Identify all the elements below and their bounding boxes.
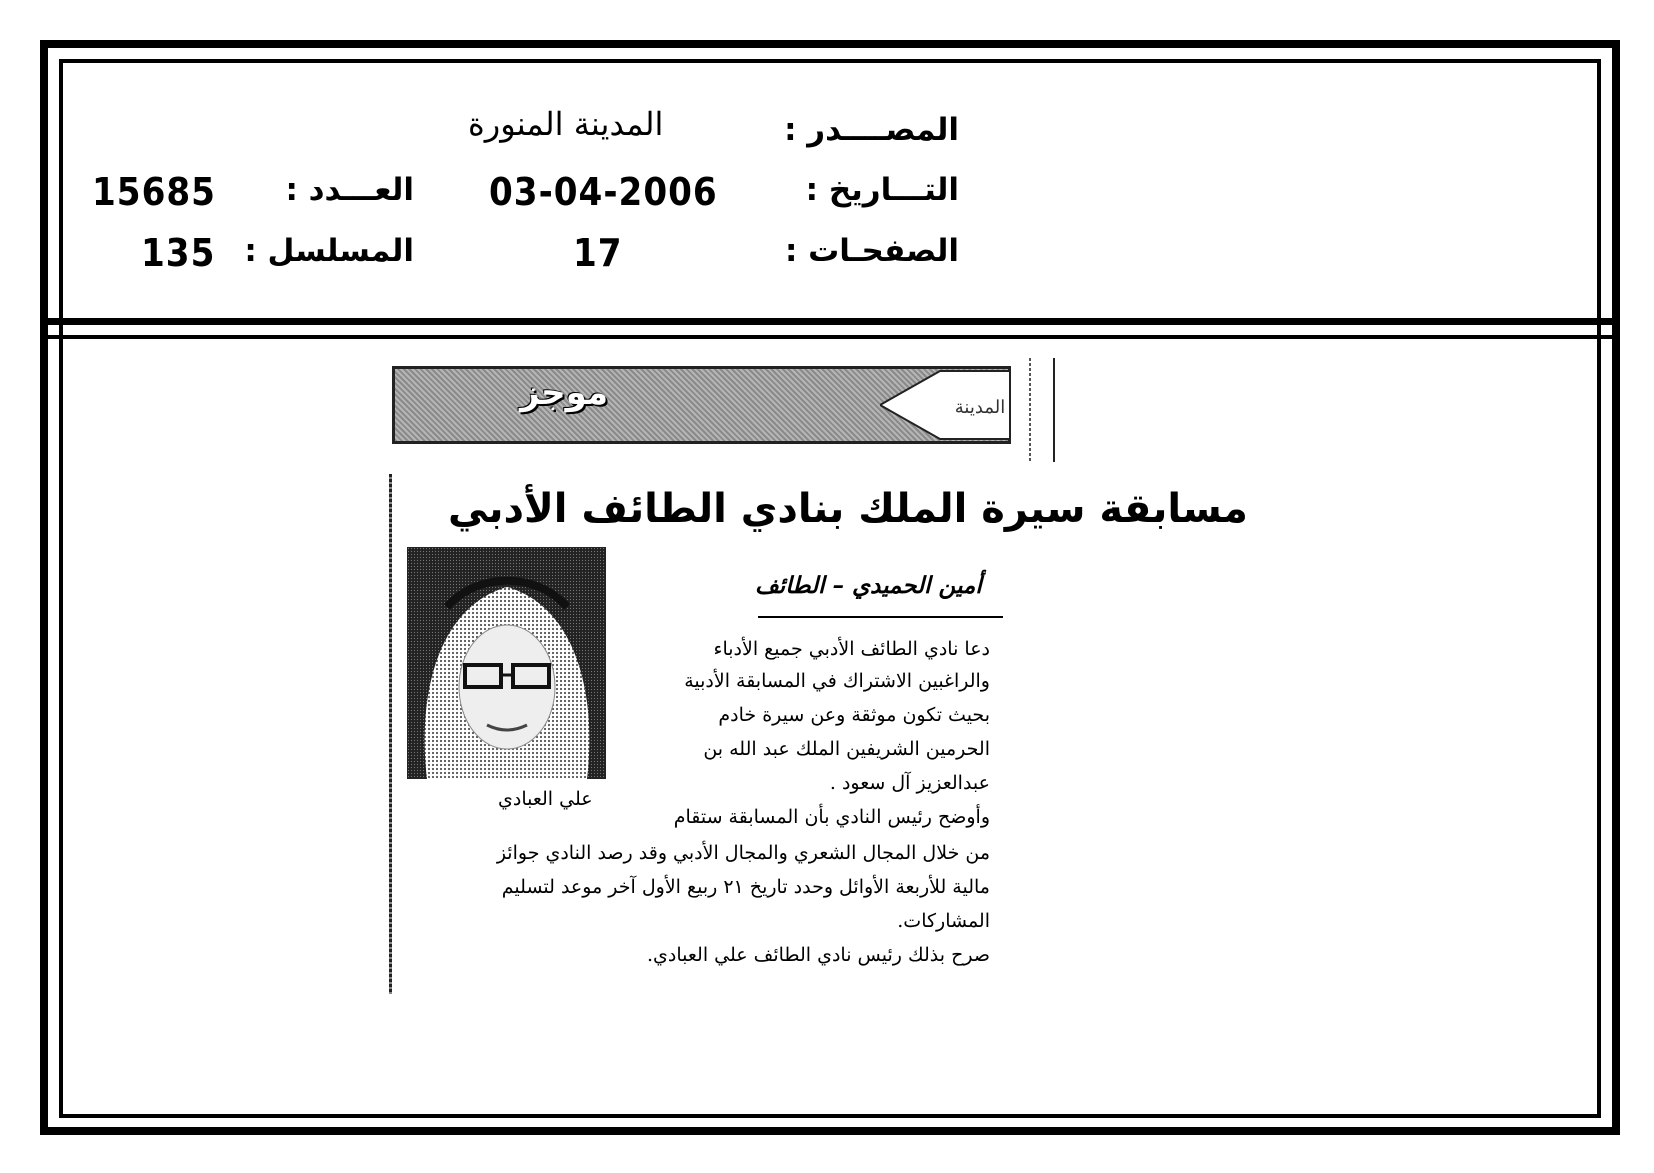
body-line: مالية للأربعة الأوائل وحدد تاريخ ٢١ ربيع الأول آخر موعد لتسليم — [501, 876, 990, 898]
header-separator — [44, 318, 1616, 325]
body-line: صرح بذلك رئيس نادي الطائف علي العبادي. — [646, 944, 990, 966]
source-value: المدينة المنورة — [468, 105, 664, 143]
source-label: المصــــدر : — [784, 112, 959, 148]
section-title: موجز — [520, 373, 609, 413]
body-line: وأوضح رئيس النادي بأن المسابقة ستقام — [673, 806, 990, 828]
article-byline: أمين الحميدي – الطائف — [755, 572, 982, 599]
body-line: والراغبين الاشتراك في المسابقة الأدبية — [684, 670, 990, 692]
header-separator-thin — [44, 335, 1616, 339]
pages-value: 17 — [573, 231, 623, 275]
body-line: المشاركات. — [897, 910, 990, 932]
byline-rule — [758, 616, 1003, 618]
photo-caption: علي العبادي — [498, 788, 593, 810]
article-headline: مسابقة سيرة الملك بنادي الطائف الأدبي — [448, 486, 1248, 532]
body-line: بحيث تكون موثقة وعن سيرة خادم — [718, 704, 990, 726]
margin-rules — [1026, 358, 1060, 462]
issue-label: العـــدد : — [285, 172, 414, 208]
serial-value: 135 — [141, 231, 216, 275]
issue-value: 15685 — [92, 170, 216, 214]
body-line: من خلال المجال الشعري والمجال الأدبي وقد رصد النادي جوائز — [496, 842, 990, 864]
body-line: دعا نادي الطائف الأدبي جميع الأدباء — [713, 638, 990, 660]
body-line: الحرمين الشريفين الملك عبد الله بن — [703, 738, 990, 760]
pages-label: الصفحـات : — [784, 233, 959, 269]
logo-text: المدينة — [954, 397, 1006, 418]
date-value: 03-04-2006 — [489, 170, 718, 214]
column-rule — [389, 474, 392, 994]
portrait-photo — [407, 547, 606, 779]
body-line: عبدالعزيز آل سعود . — [829, 772, 990, 794]
date-label: التـــاريخ : — [805, 172, 959, 208]
serial-label: المسلسل : — [244, 233, 414, 269]
newspaper-logo — [880, 369, 1010, 441]
